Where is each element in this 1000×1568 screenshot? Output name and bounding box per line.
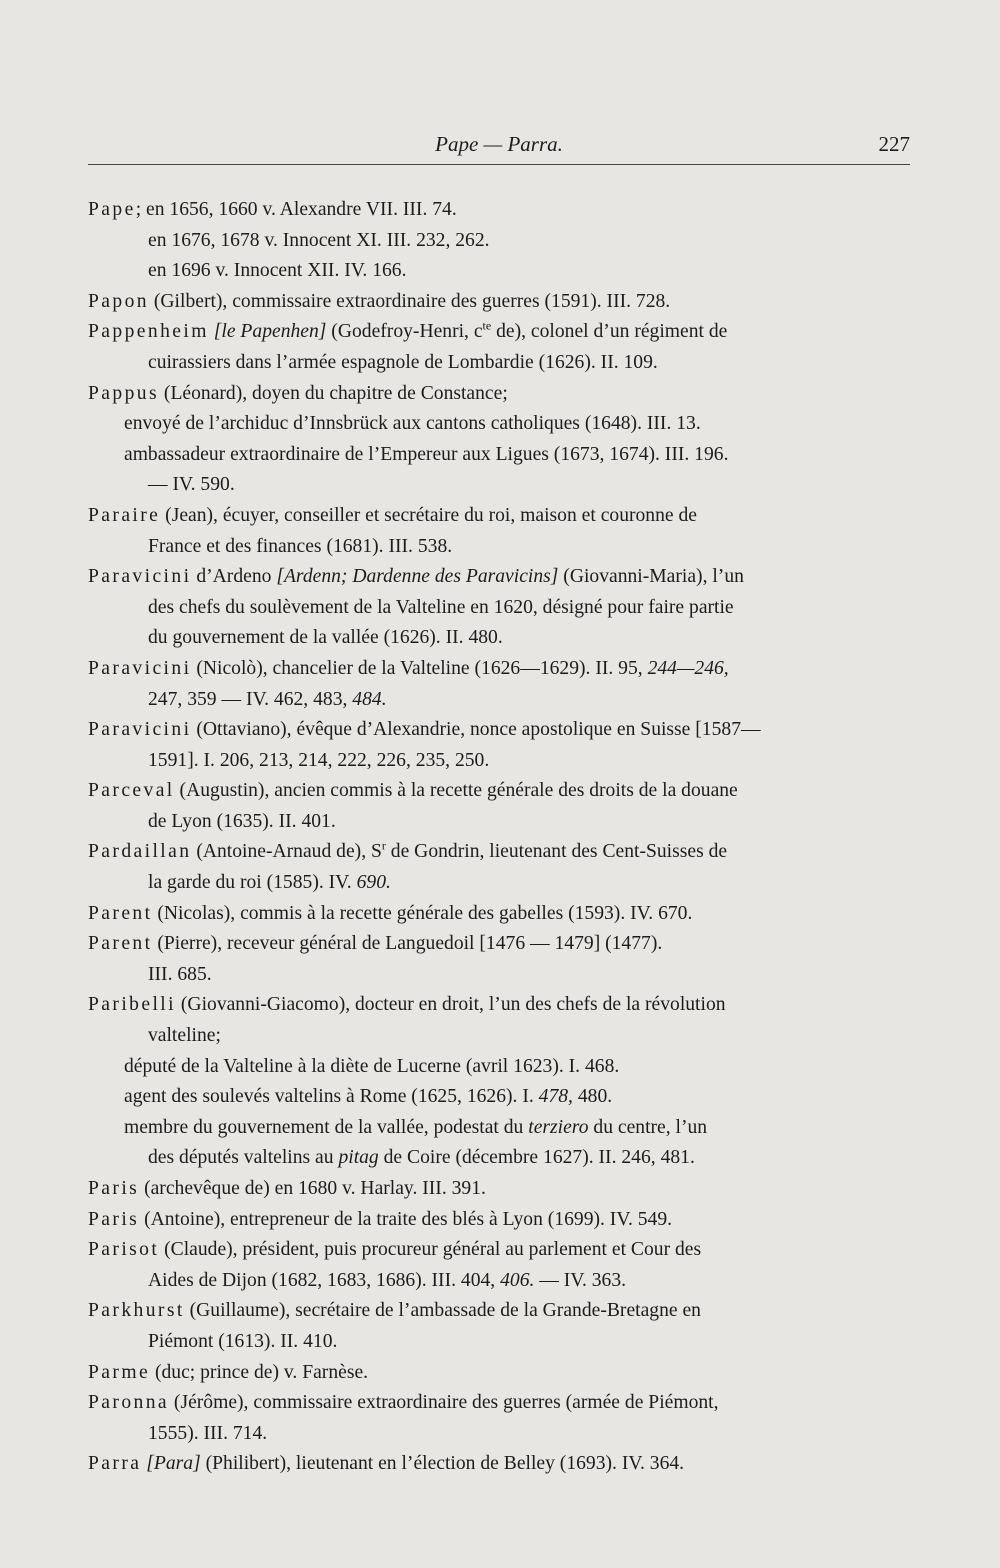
entry-text: de Gondrin, lieutenant des Cent-Suisses de: [385, 841, 728, 863]
entry-pape: [88, 195, 918, 287]
entry-text: en 1676, 1678 v. Innocent XI. III. 232, 262.: [148, 229, 490, 251]
headword: Pape: [88, 199, 136, 220]
entry-parkhurst: [88, 1296, 918, 1357]
entry-text: d’Ardeno: [191, 566, 277, 588]
entry-pardaillan: [88, 837, 918, 898]
entry-text: France et des finances (1681). III. 538.: [148, 535, 453, 557]
entry-pappenheim: [88, 317, 918, 378]
entry-parra: [88, 1449, 918, 1480]
entry-text: (Jérôme), commissaire extraordinaire des guerres (armée de Piémont,: [169, 1392, 719, 1414]
running-head: [88, 132, 910, 162]
entry-text: membre du gouvernement de la vallée, podestat du: [124, 1116, 529, 1138]
entry-paris-antoine: [88, 1205, 918, 1236]
entry-text: (Ottaviano), évêque d’Alexandrie, nonce apostolique en Suisse [1587—: [191, 719, 761, 741]
entry-text: ; en 1656, 1660 v. Alexandre VII. III. 74.: [135, 199, 457, 220]
entry-text: (Nicolò), chancelier de la Valteline (1626—1629). II. 95,: [191, 657, 648, 679]
headword: Pappus: [88, 382, 160, 404]
entry-text: (Godefroy-Henri, c: [326, 321, 483, 343]
headword: Pardaillan: [88, 841, 192, 863]
entry-text: de Coire (décembre 1627). II. 246, 481.: [378, 1147, 695, 1169]
entry-text: 247, 359 — IV. 462, 483,: [148, 688, 353, 710]
entry-paris-archeveque: [88, 1174, 918, 1205]
entry-text: (Nicolas), commis à la recette générale des gabelles (1593). IV. 670.: [152, 902, 693, 924]
entry-text: III. 685.: [148, 963, 212, 985]
page-title: Pape — Parra.: [435, 132, 563, 156]
headword: Paris: [88, 1178, 140, 1199]
entry-text: (duc; prince de) v. Farnèse.: [150, 1361, 369, 1383]
variant-name: [Para]: [146, 1453, 201, 1475]
entry-text: Piémont (1613). II. 410.: [148, 1330, 338, 1352]
entry-text: 480.: [572, 1086, 613, 1108]
headword: Parme: [88, 1361, 151, 1383]
entry-pappus: [88, 379, 918, 501]
italic-ref: 690.: [356, 872, 391, 894]
entry-paravicini-nicolo: [88, 654, 918, 715]
entry-text: cuirassiers dans l’armée espagnole de Lombardie (1626). II. 109.: [148, 351, 658, 373]
entry-paravicini-ottaviano: [88, 715, 918, 776]
entry-text: (Jean), écuyer, conseiller et secrétaire du roi, maison et couronne de: [160, 504, 697, 526]
entry-text: du centre, l’un: [588, 1116, 708, 1138]
entry-text: en 1696 v. Innocent XII. IV. 166.: [148, 260, 407, 282]
entry-paribelli: [88, 990, 918, 1174]
entry-text: du gouvernement de la vallée (1626). II. 480.: [148, 627, 503, 649]
entry-text: valteline;: [148, 1025, 221, 1047]
italic-term: pitag: [338, 1147, 379, 1169]
italic-ref: 406.: [500, 1269, 535, 1291]
entry-text: (archevêque de) en 1680 v. Harlay. III. 391.: [139, 1178, 486, 1199]
entry-text: ambassadeur extraordinaire de l’Empereur aux Ligues (1673, 1674). III. 196.: [124, 443, 729, 465]
entry-text: (Léonard), doyen du chapitre de Constance;: [159, 382, 508, 404]
entry-paraire: [88, 501, 918, 562]
entry-text: (Augustin), ancien commis à la recette générale des droits de la douane: [174, 780, 738, 802]
entry-text: (Antoine), entrepreneur de la traite des blés à Lyon (1699). IV. 549.: [139, 1208, 673, 1230]
page-number: 227: [878, 132, 910, 156]
entry-text: 1555). III. 714.: [148, 1422, 268, 1444]
entry-text: (Philibert), lieutenant en l’élection de Belley (1693). IV. 364.: [200, 1453, 685, 1475]
headword: Paravicini: [88, 566, 192, 588]
headword: Parent: [88, 933, 153, 955]
entry-text: (Antoine-Arnaud de), S: [191, 841, 382, 863]
italic-ref: 478,: [538, 1086, 573, 1108]
headword: Parceval: [88, 780, 175, 802]
headword: Paravicini: [88, 719, 192, 741]
headword: Parra: [88, 1453, 142, 1475]
entry-parisot: [88, 1235, 918, 1296]
headword: Pappenheim: [88, 321, 209, 343]
entry-text: de), colonel d’un régiment de: [491, 321, 728, 343]
entry-text: agent des soulevés valtelins à Rome (1625, 1626). I.: [124, 1086, 539, 1108]
entry-text: de Lyon (1635). II. 401.: [148, 810, 336, 832]
entry-paravicini-ardeno: [88, 562, 918, 654]
headword: Paribelli: [88, 994, 176, 1016]
headword: Paravicini: [88, 657, 192, 679]
entry-text: 1591]. I. 206, 213, 214, 222, 226, 235, 250.: [148, 749, 490, 771]
entry-text: (Giovanni-Giacomo), docteur en droit, l’un des chefs de la révolution: [176, 994, 726, 1016]
entry-papon: [88, 287, 918, 318]
headword: Parent: [88, 902, 153, 924]
headword: Paraire: [88, 504, 161, 526]
headword: Parkhurst: [88, 1300, 185, 1322]
entry-text: des députés valtelins au: [148, 1147, 339, 1169]
entry-text: député de la Valteline à la diète de Lucerne (avril 1623). I. 468.: [124, 1055, 620, 1077]
entry-text: (Claude), président, puis procureur général au parlement et Cour des: [159, 1239, 702, 1261]
entry-text: envoyé de l’archiduc d’Innsbrück aux cantons catholiques (1648). III. 13.: [124, 413, 701, 435]
entry-text: Aides de Dijon (1682, 1683, 1686). III. 404,: [148, 1269, 501, 1291]
entry-text: (Gilbert), commissaire extraordinaire des guerres (1591). III. 728.: [148, 290, 671, 312]
header-rule: [88, 164, 910, 165]
variant-name: [le Papenhen]: [213, 321, 327, 343]
entry-text: (Pierre), receveur général de Languedoil [1476 — 1479] (1477).: [152, 933, 663, 955]
entry-parme: [88, 1358, 918, 1389]
entry-text: des chefs du soulèvement de la Valteline en 1620, désigné pour faire partie: [148, 596, 734, 618]
superscript: r: [381, 838, 386, 853]
entry-text: (Guillaume), secrétaire de l’ambassade de la Grande-Bretagne en: [184, 1300, 701, 1322]
italic-ref: 484.: [352, 688, 387, 710]
variant-name: [Ardenn; Dardenne des Paravicins]: [276, 566, 559, 588]
entry-parent-pierre: [88, 929, 918, 990]
entry-parent-nicolas: [88, 899, 918, 930]
headword: Papon: [88, 290, 149, 312]
entry-text: — IV. 363.: [534, 1269, 627, 1291]
italic-term: terziero: [528, 1116, 589, 1138]
superscript: te: [482, 318, 492, 333]
headword: Paris: [88, 1208, 140, 1230]
headword: Parisot: [88, 1239, 160, 1261]
index-entries: [88, 195, 918, 1480]
headword: Paronna: [88, 1392, 170, 1414]
entry-paronna: [88, 1388, 918, 1449]
italic-ref: 244—246,: [647, 657, 729, 679]
entry-text: (Giovanni-Maria), l’un: [558, 566, 744, 588]
entry-text: — IV. 590.: [148, 474, 235, 496]
entry-text: la garde du roi (1585). IV.: [148, 872, 357, 894]
entry-parceval: [88, 776, 918, 837]
